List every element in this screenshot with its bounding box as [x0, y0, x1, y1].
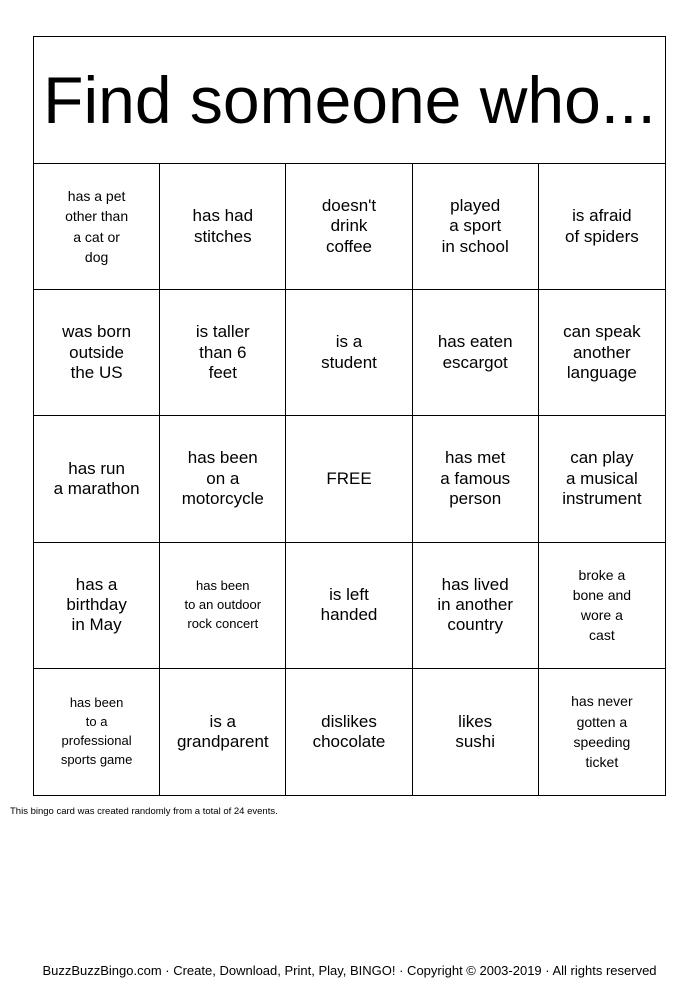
bingo-grid [34, 164, 665, 795]
bingo-cell: is a student [286, 290, 412, 416]
bingo-cell: dislikes chocolate [286, 669, 412, 795]
bingo-cell: can play a musical instrument [539, 416, 665, 542]
bingo-cell: has eaten escargot [413, 290, 539, 416]
bingo-cell: has a birthday in May [34, 543, 160, 669]
bingo-cell: was born outside the US [34, 290, 160, 416]
bingo-cell-free: FREE [286, 416, 412, 542]
bingo-cell: is a grandparent [160, 669, 286, 795]
bingo-cell: has had stitches [160, 164, 286, 290]
bingo-cell: is left handed [286, 543, 412, 669]
bingo-cell: has been on a motorcycle [160, 416, 286, 542]
page-footer: BuzzBuzzBingo.com · Create, Download, Print, Play, BINGO! · Copyright © 2003-2019 · All rights reserved [42, 963, 657, 978]
bingo-cell: played a sport in school [413, 164, 539, 290]
bingo-cell: broke a bone and wore a cast [539, 543, 665, 669]
bingo-cell: likes sushi [413, 669, 539, 795]
bingo-cell: has lived in another country [413, 543, 539, 669]
card-title: Find someone who... [34, 37, 665, 164]
bingo-cell: has a pet other than a cat or dog [34, 164, 160, 290]
bingo-cell: is afraid of spiders [539, 164, 665, 290]
card-note: This bingo card was created randomly from a total of 24 events. [10, 806, 278, 817]
bingo-cell: is taller than 6 feet [160, 290, 286, 416]
bingo-cell: has been to an outdoor rock concert [160, 543, 286, 669]
bingo-card [33, 36, 666, 796]
bingo-cell: has never gotten a speeding ticket [571, 693, 633, 771]
bingo-cell: has met a famous person [413, 416, 539, 542]
bingo-cell: has been to a professional sports game [34, 669, 160, 795]
bingo-cell: doesn't drink coffee [286, 164, 412, 290]
bingo-cell: has run a marathon [34, 416, 160, 542]
bingo-cell: can speak another language [539, 290, 665, 416]
